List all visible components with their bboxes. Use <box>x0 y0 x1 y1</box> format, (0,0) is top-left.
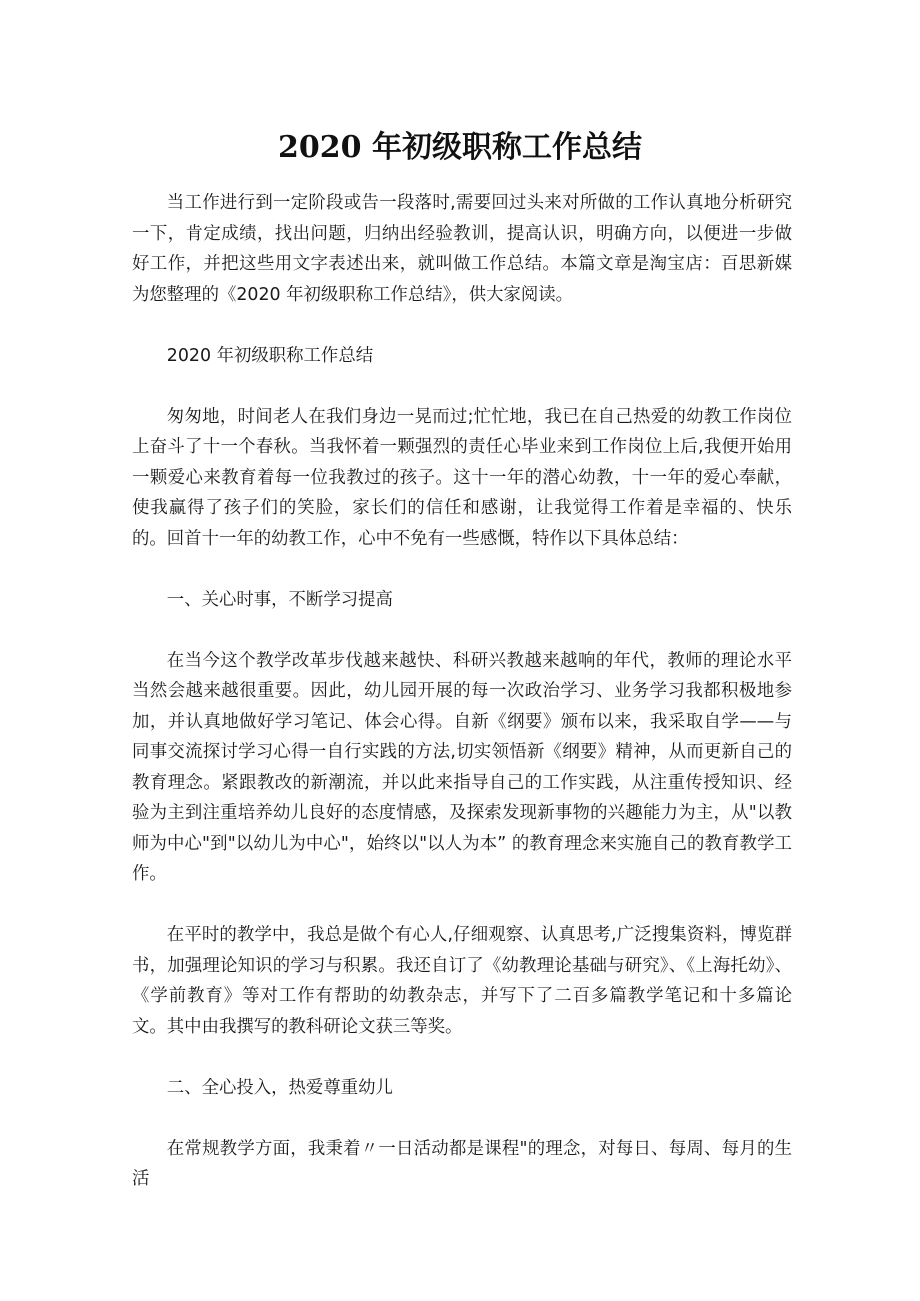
document-title: 2020 年初级职称工作总结 <box>278 130 642 165</box>
section-heading-2: 二、全心投入，热爱尊重幼儿 <box>166 1077 393 1098</box>
document-body <box>132 188 792 1225</box>
opening-paragraph: 匆匆地，时间老人在我们身边一晃而过;忙忙地，我已在自己热爱的幼教工作岗位上奋斗了十一个春秋。当我怀着一颗强烈的责任心毕业来到工作岗位上后,我便开始用一颗爱心来教育着每一位我教过的孩子。这十一年的潜心幼教，十一年的爱心奉献，使我赢得了孩子们的笑脸，家长们的信任和感谢，让我觉得工作着是幸福的、快乐的。回首十一年的幼教工作，心中不免有一些感慨，特作以下具体总结： <box>132 406 792 549</box>
section-heading-1: 一、关心时事，不断学习提高 <box>166 589 393 610</box>
section-1-paragraph-2: 在平时的教学中，我总是做个有心人,仔细观察、认真思考,广泛搜集资料，博览群书，加强理论知识的学习与积累。我还自订了《幼教理论基础与研究》、《上海托幼》、《学前教育》等对工作有帮助的幼教杂志，并写下了二百多篇教学笔记和十多篇论文。其中由我撰写的教科研论文获三等奖。 <box>132 925 792 1037</box>
intro-paragraph: 当工作进行到一定阶段或告一段落时,需要回过头来对所做的工作认真地分析研究一下，肯定成绩，找出问题，归纳出经验教训，提高认识，明确方向，以便进一步做好工作，并把这些用文字表述出来，就叫做工作总结。本篇文章是淘宝店：百思新媒为您整理的《2020 年初级职称工作总结》，供大家阅读。 <box>132 193 792 305</box>
section-1-paragraph-1: 在当今这个教学改革步伐越来越快、科研兴教越来越响的年代，教师的理论水平当然会越来越很重要。因此，幼儿园开展的每一次政治学习、业务学习我都积极地参加，并认真地做好学习笔记、体会心得。自新《纲要》颁布以来，我采取自学——与同事交流探讨学习心得一自行实践的方法,切实领悟新《纲要》精神，从而更新自己的教育理念。紧跟教改的新潮流，并以此来指导自己的工作实践，从注重传授知识、经验为主到注重培养幼儿良好的态度情感，及探索发现新事物的兴趣能力为主，从"以教师为中心"到"以幼儿为中心"，始终以"以人为本” 的教育理念来实施自己的教育教学工作。 <box>132 650 792 884</box>
subtitle-heading: 2020 年初级职称工作总结 <box>166 345 374 366</box>
section-2-paragraph-1: 在常规教学方面，我秉着〃一日活动都是课程"的理念，对每日、每周、每月的生活 <box>132 1138 792 1189</box>
